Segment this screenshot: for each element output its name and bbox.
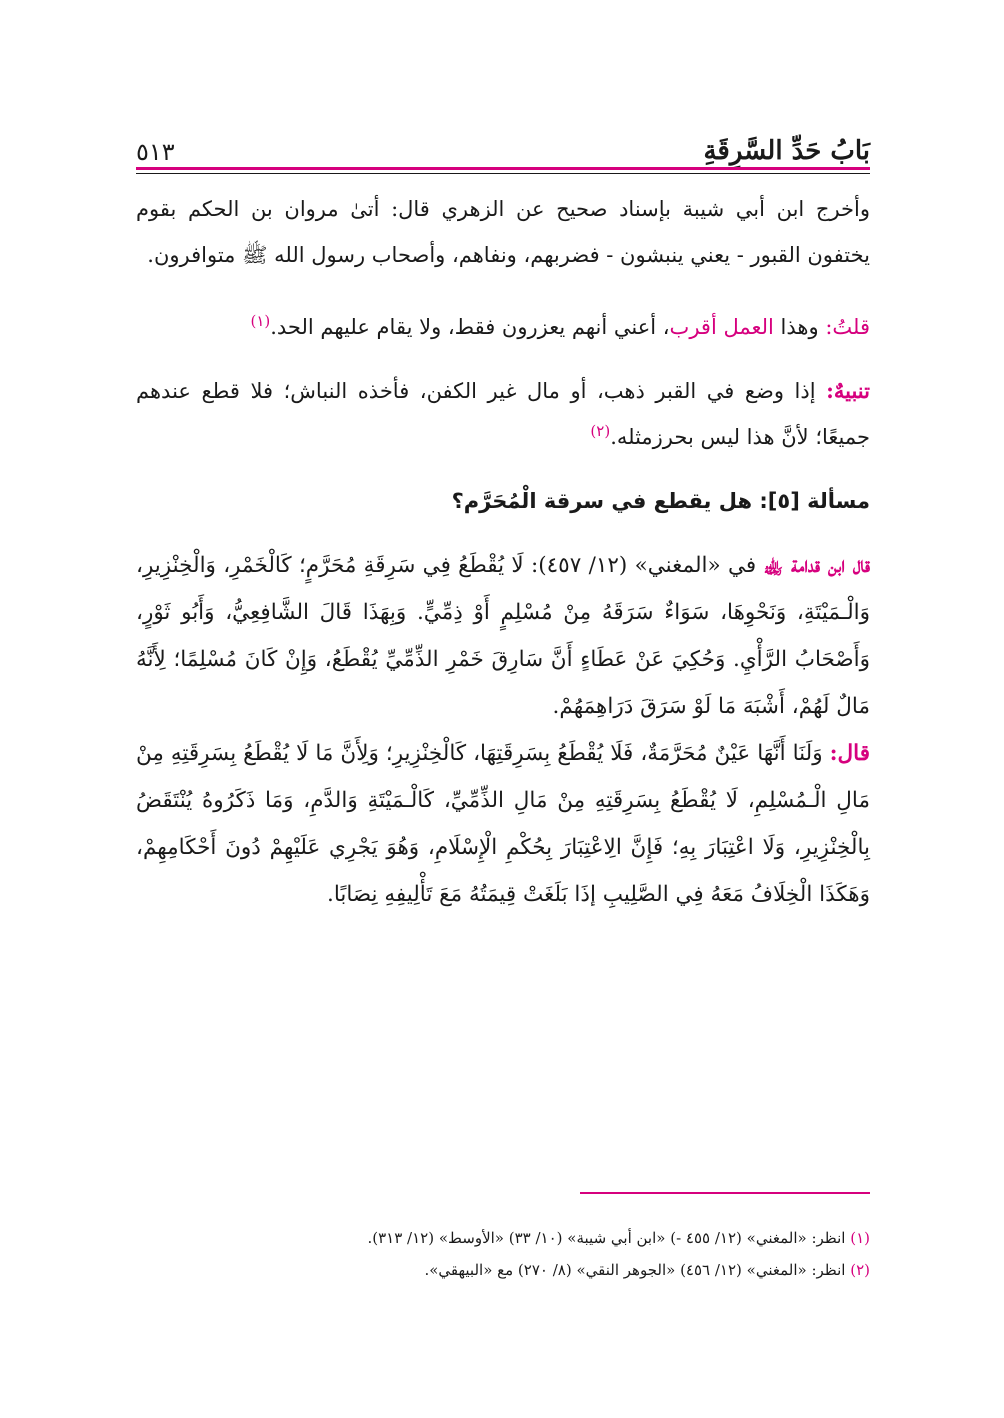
page-number: ٥١٣ [136, 138, 175, 166]
quote-lead: قال ابن قدامة ﵀ [763, 553, 870, 578]
page-header [136, 114, 870, 166]
footnote-separator [580, 1192, 870, 1194]
issue-title: هل يقطع في سرقة الْمُحَرَّم؟ [451, 489, 760, 513]
quote-text: في «المغني» (١٢/ ٤٥٧): لَا يُقْطَعُ فِي سَرِقَةِ مُحَرَّمٍ؛ كَالْخَمْرِ، وَالْخِنْزِيرِ، وَالْـمَيْتَةِ، وَنَحْوِهَا، سَوَاءٌ سَرَقَهُ مِنْ مُسْلِمٍ أَوْ ذِمِّيٍّ. وَبِهَذَا قَالَ الشَّافِعِيُّ، وَأَبُو ثَوْرٍ، وَأَصْحَابُ الرَّأْيِ. وَحُكِيَ عَنْ عَطَاءٍ أَنَّ سَارِقَ خَمْرِ الذِّمِّيِّ يُقْطَعُ، وَإِنْ كَانَ مُسْلِمًا؛ لِأَنَّهُ مَالٌ لَهُمْ، أَشْبَهَ مَا لَوْ سَرَقَ دَرَاهِمَهُمْ. [136, 553, 870, 719]
footnote-ref-1[interactable]: (١) [250, 312, 271, 330]
footnote-2 [136, 1254, 870, 1286]
issue-heading [136, 478, 870, 524]
issue-label: مسألة [٥]: [759, 489, 870, 513]
quote-ibn-qudama [136, 542, 870, 730]
footnotes [136, 1222, 870, 1286]
footnote-1 [136, 1222, 870, 1254]
note-text-b: ، أعني أنهم يعزرون فقط، ولا يقام عليهم الحد. [270, 315, 670, 339]
note-lead: قلتُ: [825, 315, 870, 339]
footnote-number: (٢) [850, 1261, 870, 1279]
page-body [136, 186, 870, 918]
quote-response [136, 730, 870, 918]
response-text: وَلَنَا أَنَّهَا عَيْنٌ مُحَرَّمَةٌ، فَلَا يُقْطَعُ بِسَرِقَتِهَا، كَالْخِنْزِيرِ؛ وَلِأَنَّ مَا لَا يُقْطَعُ بِسَرِقَتِهِ مِنْ مَالِ الْـمُسْلِمِ، لَا يُقْطَعُ بِسَرِقَتِهِ مِنْ مَالِ الذِّمِّيِّ، كَالْـمَيْتَةِ وَالدَّمِ، وَمَا ذَكَرُوهُ يُنْتَقَضُ بِالْخِنْزِيرِ، وَلَا اعْتِبَارَ بِهِ؛ فَإِنَّ الِاعْتِبَارَ بِحُكْمِ الْإِسْلَامِ، وَهُوَ يَجْرِي عَلَيْهِمْ دُونَ أَحْكَامِهِمْ، وَهَكَذَا الْخِلَافُ مَعَهُ فِي الصَّلِيبِ إذَا بَلَغَتْ قِيمَتُهُ مَعَ تَأْلِيفِهِ نِصَابًا. [136, 741, 870, 907]
footnote-ref-2[interactable]: (٢) [590, 422, 611, 440]
note-text-a: وهذا [773, 315, 826, 339]
caution-lead: تنبيهٌ: [826, 378, 870, 403]
paragraph-zuhri-report: وأخرج ابن أبي شيبة بإسناد صحيح عن الزهري قال: أتىٰ مروان بن الحكم بقوم يختفون القبور - يعني ينبشون - فضربهم، ونفاهم، وأصحاب رسول الله ﷺ متوافرون. [136, 197, 870, 267]
header-rule-accent [136, 167, 870, 170]
chapter-title: بَابُ حَدِّ السَّرِقَةِ [703, 136, 870, 166]
note-highlight: العمل أقرب [669, 315, 774, 339]
header-rule-thin [136, 173, 870, 174]
footnote-text: انظر: «المغني» (١٢/ ٤٥٦) «الجوهر النقي» (٨/ ٢٧٠) مع «البيهقي». [424, 1261, 851, 1279]
paragraph-caution [136, 368, 870, 460]
footnote-text: انظر: «المغني» (١٢/ ٤٥٥ -) «ابن أبي شيبة» (١٠/ ٣٣) «الأوسط» (١٢/ ٣١٣). [367, 1229, 851, 1247]
caution-text: إذا وضع في القبر ذهب، أو مال غير الكفن، فأخذه النباش؛ فلا قطع عندهم جميعًا؛ لأنَّ هذا ليس بحرزمثله. [136, 379, 870, 449]
footnote-number: (١) [850, 1229, 870, 1247]
paragraph-author-note [136, 304, 870, 350]
response-lead: قال: [829, 741, 870, 766]
